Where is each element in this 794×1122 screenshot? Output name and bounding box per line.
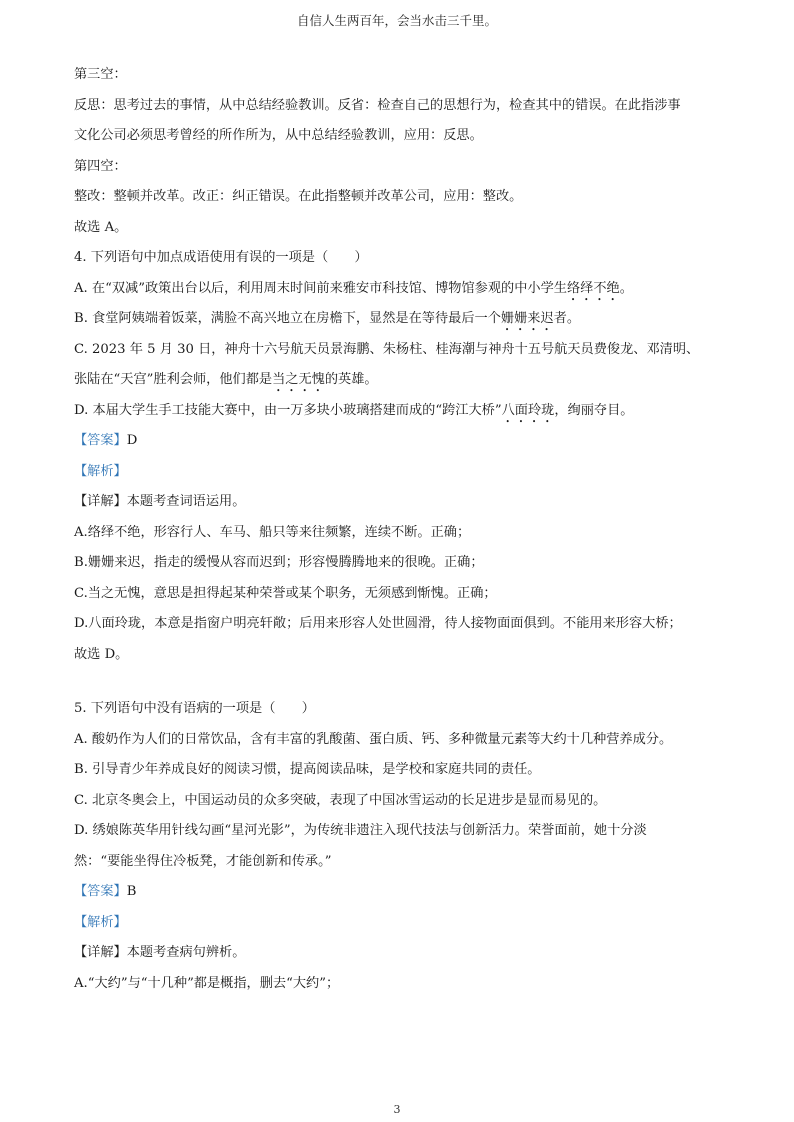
- option-c-cont: 张陆在“天宫”胜利会师，他们都是当之无愧的英雄。: [74, 372, 378, 387]
- page-number: 3: [393, 1103, 401, 1116]
- text-line: D.八面玲珑，本意是指窗户明亮轩敞；后用来形容人处世圆滑，待人接物面面俱到。不能用来形容大桥；: [74, 616, 682, 631]
- analysis-line: [74, 912, 724, 943]
- text-line: D. 绣娘陈英华用针线勾画“星河光影”，为传统非遗注入现代技法与创新活力。荣誉面前，她十分淡: [74, 823, 647, 838]
- text-line: 【详解】本题考查词语运用。: [74, 494, 246, 509]
- dotted-idiom: 当之无愧: [272, 372, 325, 387]
- answer-value: D: [126, 433, 138, 448]
- text-line: 故选 A。: [74, 219, 128, 235]
- text-line: 文化公司必须思考曾经的所作所为，从中总结经验教训，应用：反思。: [74, 128, 483, 143]
- text-line: C. 北京冬奥会上，中国运动员的众多突破，表现了中国冰雪运动的长足进步是显而易见的。: [74, 792, 607, 808]
- answer-value: B: [126, 884, 137, 899]
- text-line: B.姗姗来迟，指走的缓慢从容而迟到；形容慢腾腾地来的很晚。正确；: [74, 555, 484, 570]
- page-header: 自信人生两百年，会当水击三千里。: [296, 13, 497, 28]
- text-line: 第三空：: [74, 67, 127, 82]
- text-line: 故选 D。: [74, 646, 129, 662]
- text-line: 反思：思考过去的事情，从中总结经验教训。反省：检查自己的思想行为，检查其中的错误。在此指涉事: [74, 97, 681, 113]
- text-line: A. 酸奶作为人们的日常饮品，含有丰富的乳酸菌、蛋白质、钙、多种微量元素等大约十几种营养成分。: [74, 731, 673, 747]
- text-line: C.当之无愧，意思是担得起某种荣誉或某个职务，无须感到惭愧。正确；: [74, 585, 497, 601]
- dotted-idiom: 八面玲珑: [501, 402, 555, 418]
- text-line: B. 引导青少年养成良好的阅读习惯，提高阅读品味，是学校和家庭共同的责任。: [74, 762, 541, 777]
- option-b: B. 食堂阿姨端着饭菜，满脸不高兴地立在房檐下，显然是在等待最后一个姗姗来迟者。: [74, 311, 581, 326]
- answer-line: [74, 881, 724, 912]
- text-line: 然：“要能坐得住冷板凳，才能创新和传承。”: [74, 853, 332, 869]
- answer-tag: 【答案】: [74, 433, 127, 448]
- answer-tag: 【答案】: [74, 884, 127, 899]
- text-line: A.络绎不绝，形容行人、车马、船只等来往频繁，连续不断。正确；: [74, 524, 471, 540]
- option-d: D. 本届大学生手工技能大赛中，由一万多块小玻璃搭建而成的“跨江大桥”八面玲珑，绚丽夺目。: [74, 402, 634, 418]
- option-c: C. 2023 年 5 月 30 日，神舟十六号航天员景海鹏、朱杨柱、桂海潮与神舟十五号航天员费俊龙、邓清明、: [74, 341, 700, 357]
- document-body: [74, 64, 724, 1003]
- analysis-tag: 【解析】: [74, 914, 127, 930]
- text-line: A.“大约”与“十几种”都是概指，删去“大约”；: [74, 975, 340, 991]
- analysis-line: [74, 461, 724, 492]
- question-4-stem: 4. 下列语句中加点成语使用有误的一项是（ ）: [74, 250, 368, 265]
- answer-line: [74, 430, 724, 461]
- dotted-idiom: 络绎不绝: [566, 280, 620, 296]
- question-5-stem: 5. 下列语句中没有语病的一项是（ ）: [74, 701, 315, 716]
- text-line: 整改：整顿并改革。改正：纠正错误。在此指整顿并改革公司，应用：整改。: [74, 189, 523, 204]
- text-line: 【详解】本题考查病句辨析。: [74, 945, 246, 960]
- dotted-idiom: 姗姗来迟: [500, 311, 554, 326]
- text-line: 第四空：: [74, 158, 127, 174]
- blank-line: [74, 674, 724, 698]
- analysis-tag: 【解析】: [74, 463, 127, 479]
- option-a: A. 在“双减”政策出台以后，利用周末时间前来雅安市科技馆、博物馆参观的中小学生络绎不绝。: [74, 280, 633, 296]
